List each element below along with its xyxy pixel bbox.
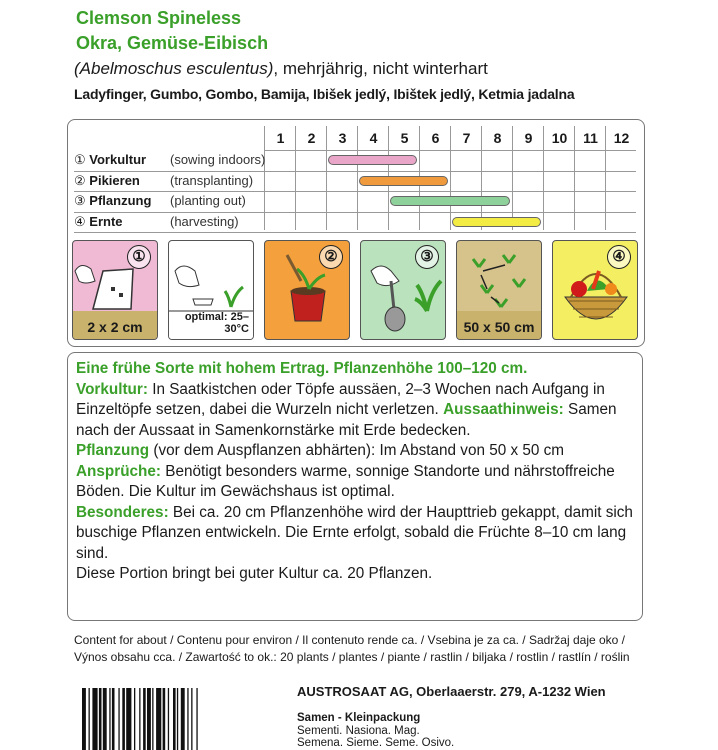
- grid-line: [264, 150, 636, 151]
- calendar-row-label: ④ Ernte (harvesting): [74, 213, 239, 229]
- tile-label: optimal: 25–30°C: [184, 311, 249, 335]
- aussaat-text: Samen nach der Aussaat in Samenkornstärke mit Erde bedecken.: [76, 401, 617, 439]
- description-intro: Eine frühe Sorte mit hohem Ertrag. Pflanzenhöhe 100–120 cm.: [76, 360, 528, 377]
- month-column: [450, 126, 481, 230]
- barcode-bar: [118, 688, 119, 750]
- barcode-bar: [89, 688, 90, 750]
- month-number: 7: [462, 130, 471, 146]
- latin-rest: , mehrjährig, nicht winterhart: [273, 59, 488, 78]
- month-number: 4: [369, 130, 378, 146]
- instruction-tile: [72, 240, 158, 340]
- title-line2: Okra, Gemüse-Eibisch: [76, 33, 269, 53]
- barcode-bar: [134, 688, 135, 750]
- barcode-bar: [99, 688, 102, 750]
- calendar-row-label: ① Vorkultur (sowing indoors): [74, 152, 266, 167]
- grid-line: [74, 191, 636, 192]
- instruction-tile: [168, 240, 254, 340]
- step-number: ③: [415, 245, 439, 269]
- month-number: 12: [613, 130, 630, 146]
- barcode-bar: [126, 688, 131, 750]
- description-box: [67, 352, 643, 621]
- content-line-2: Výnos obsahu cca. / Zawartość to ok.: 20 plants / plantes / piante / rastlin / biljaka / rostlin / rastlín / roślin: [74, 649, 630, 664]
- barcode: [82, 688, 282, 750]
- step-number: ①: [127, 245, 151, 269]
- step-number: ②: [319, 245, 343, 269]
- ansprueche-label: Ansprüche:: [76, 462, 161, 480]
- vorkultur-label: Vorkultur:: [76, 380, 148, 398]
- besonderes-paragraph: [76, 503, 634, 565]
- ansprueche-text: Benötigt besonders warme, sonnige Standorte und nährstoffreiche Böden. Die Kultur im Gewächshaus ist optimal.: [76, 462, 615, 500]
- vorkultur-text: In Saatkistchen oder Töpfe aussäen, 2–3 Wochen nach Aufgang in Einzeltöpfe setzen, dabei die Wurzeln nicht verletzen.: [76, 380, 605, 418]
- tile-label: 2 x 2 cm: [87, 319, 143, 335]
- pflanzung-text: (vor dem Auspflanzen abhärten): Im Abstand von 50 x 50 cm: [149, 442, 565, 459]
- calendar-bar: [359, 176, 448, 186]
- barcode-bar: [173, 688, 176, 750]
- latin-line: [74, 59, 488, 79]
- barcode-bar: [187, 688, 188, 750]
- month-number: 6: [431, 130, 440, 146]
- instruction-tile: [552, 240, 638, 340]
- barcode-bar: [92, 688, 97, 750]
- grid-line: [74, 171, 636, 172]
- ansprueche-paragraph: [76, 462, 634, 503]
- month-number: 1: [276, 130, 285, 146]
- barcode-bar: [156, 688, 161, 750]
- barcode-bar: [122, 688, 125, 750]
- besonderes-label: Besonderes:: [76, 503, 169, 521]
- barcode-bar: [168, 688, 169, 750]
- barcode-bar: [143, 688, 146, 750]
- barcode-bar: [139, 688, 140, 750]
- barcode-bar: [191, 688, 192, 750]
- month-number: 2: [307, 130, 316, 146]
- barcode-bar: [177, 688, 178, 750]
- month-column: [295, 126, 326, 230]
- pflanzung-paragraph: [76, 441, 634, 462]
- instruction-tile: [264, 240, 350, 340]
- barcode-bar: [181, 688, 185, 750]
- month-column: [264, 126, 295, 230]
- vorkultur-paragraph: [76, 380, 634, 442]
- barcode-bar: [82, 688, 86, 750]
- content-line-1: Content for about / Contenu pour environ / Il contenuto rende ca. / Vsebina je za ca. / Sadržaj daje oko /: [74, 633, 626, 647]
- barcode-bar: [109, 688, 110, 750]
- package-line-2: Sementi. Nasiona. Mag.: [297, 724, 420, 737]
- month-grid: [264, 126, 636, 230]
- instruction-tiles: [68, 236, 644, 346]
- month-number: 8: [493, 130, 502, 146]
- barcode-bar: [196, 688, 197, 750]
- month-column: [574, 126, 605, 230]
- instruction-tile: [360, 240, 446, 340]
- step-number: ④: [607, 245, 631, 269]
- title-line1: Clemson Spineless: [76, 8, 242, 28]
- month-column: [543, 126, 574, 230]
- pflanzung-label: Pflanzung: [76, 442, 150, 459]
- aussaat-label: Aussaathinweis:: [443, 401, 564, 418]
- month-number: 11: [583, 130, 598, 146]
- content-info: [74, 632, 654, 665]
- month-column: [512, 126, 543, 230]
- latin-name: (Abelmoschus esculentus): [74, 59, 274, 78]
- besonderes-text: Bei ca. 20 cm Pflanzenhöhe wird der Haupttrieb gekappt, damit sich buschige Pflanzen entwickeln. Die Ernte erfolgt, sobald die Früchte 8–10 cm lang sind.: [76, 503, 633, 562]
- barcode-bar: [163, 688, 166, 750]
- package-info: [297, 712, 454, 750]
- calendar-row-label: ② Pikieren (transplanting): [74, 172, 254, 188]
- tile-label: 50 x 50 cm: [463, 319, 535, 335]
- calendar-bar: [328, 155, 417, 165]
- grid-line: [74, 232, 636, 233]
- barcode-bar: [147, 688, 151, 750]
- grid-line: [74, 212, 636, 213]
- common-names: Ladyfinger, Gumbo, Gombo, Bamija, Ibišek jedlý, Ibištek jedlý, Ketmia jadalna: [74, 86, 575, 102]
- portion-text: Diese Portion bringt bei guter Kultur ca. 20 Pflanzen.: [76, 565, 433, 582]
- package-line-1: Samen - Kleinpackung: [297, 712, 421, 724]
- month-number: 3: [338, 130, 347, 146]
- month-column: [326, 126, 357, 230]
- calendar-bar: [390, 196, 510, 206]
- package-line-3: Semena. Sieme. Seme. Osivo.: [297, 737, 455, 749]
- company-address: AUSTROSAAT AG, Oberlaaerstr. 279, A-1232 Wien: [297, 684, 606, 699]
- month-number: 10: [551, 130, 568, 146]
- month-column: [605, 126, 636, 230]
- barcode-bar: [152, 688, 153, 750]
- barcode-bar: [112, 688, 115, 750]
- calendar-bar: [452, 217, 541, 227]
- calendar-panel: [67, 119, 645, 347]
- instruction-tile: [456, 240, 542, 340]
- calendar-row-label: ③ Pflanzung (planting out): [74, 193, 246, 208]
- month-column: [481, 126, 512, 230]
- month-number: 5: [400, 130, 409, 146]
- month-number: 9: [524, 130, 533, 146]
- barcode-bar: [103, 688, 107, 750]
- sowing-calendar: [68, 120, 644, 235]
